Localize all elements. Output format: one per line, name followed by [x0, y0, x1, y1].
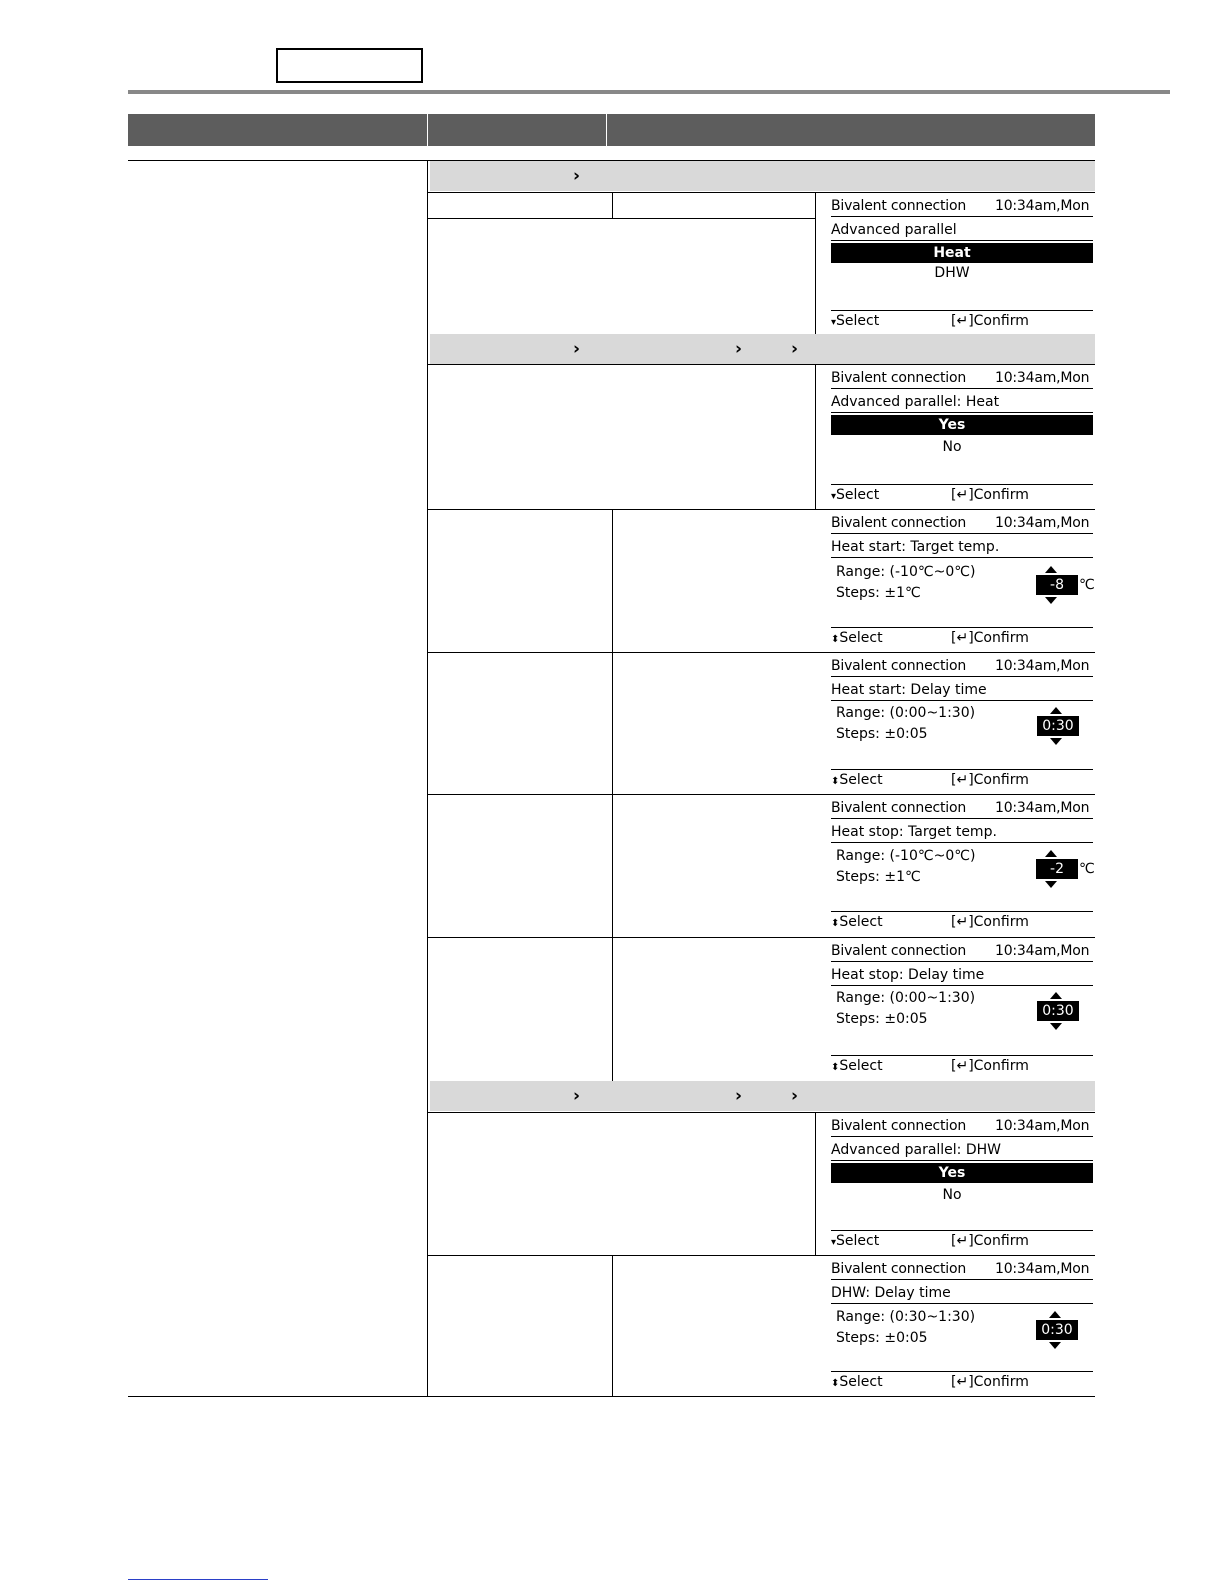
- lcd-screen-heat-stop-delay-time: [815, 938, 1093, 1080]
- enter-key-icon: [↵]: [951, 1233, 974, 1249]
- select-hint: ▾Select: [831, 313, 880, 329]
- down-arrow-icon[interactable]: [1045, 597, 1057, 604]
- lcd-screen-heat-start-target-temp: [815, 510, 1093, 651]
- screen-title: Bivalent connection 10:34am,Mon: [831, 515, 1090, 531]
- confirm-hint: [↵]Confirm: [951, 1233, 1029, 1249]
- down-arrow-icon: ▾: [831, 491, 837, 502]
- down-arrow-icon[interactable]: [1050, 1023, 1062, 1030]
- down-arrow-icon: ▾: [831, 1237, 837, 1248]
- screen-title: Bivalent connection 10:34am,Mon: [831, 370, 1090, 386]
- confirm-hint: [↵]Confirm: [951, 1374, 1029, 1390]
- screen-time: 10:34am,Mon: [995, 658, 1090, 674]
- select-hint: ⬍Select: [831, 1058, 883, 1074]
- screen-title: Bivalent connection 10:34am,Mon: [831, 943, 1090, 959]
- option-no[interactable]: No: [942, 439, 962, 455]
- range-text: Range: (-10℃~0℃): [836, 564, 976, 580]
- divider: [831, 216, 1093, 217]
- down-arrow-icon: ▾: [831, 317, 837, 328]
- value-field[interactable]: 0:30: [1036, 1320, 1078, 1340]
- header-label-box: [276, 48, 423, 83]
- steps-text: Steps: ±1℃: [836, 585, 921, 601]
- divider: [831, 1136, 1093, 1137]
- grid-line: [612, 509, 613, 1081]
- confirm-hint: [↵]Confirm: [951, 487, 1029, 503]
- select-hint: ▾Select: [831, 1233, 880, 1249]
- value-field[interactable]: 0:30: [1037, 716, 1079, 736]
- chevron-right-icon: ›: [573, 339, 581, 359]
- steps-text: Steps: ±0:05: [836, 1330, 928, 1346]
- down-arrow-icon[interactable]: [1049, 1342, 1061, 1349]
- divider: [831, 1279, 1093, 1280]
- screen-subtitle: Heat stop: Target temp.: [831, 824, 997, 840]
- range-text: Range: (0:00~1:30): [836, 990, 976, 1006]
- screen-subtitle: Advanced parallel: Heat: [831, 394, 1000, 410]
- enter-key-icon: [↵]: [951, 914, 974, 930]
- steps-text: Steps: ±0:05: [836, 1011, 928, 1027]
- divider: [831, 388, 1093, 389]
- select-hint: ⬍Select: [831, 914, 883, 930]
- screen-time: 10:34am,Mon: [995, 943, 1090, 959]
- screen-subtitle: Heat start: Delay time: [831, 682, 987, 698]
- divider: [831, 985, 1093, 986]
- steps-text: Steps: ±1℃: [836, 869, 921, 885]
- divider: [831, 769, 1093, 770]
- table-header-col-1: [128, 114, 427, 146]
- up-down-arrow-icon: ⬍: [831, 1378, 840, 1389]
- range-text: Range: (0:30~1:30): [836, 1309, 976, 1325]
- chevron-right-icon: ›: [735, 339, 743, 359]
- confirm-hint: [↵]Confirm: [951, 313, 1029, 329]
- enter-key-icon: [↵]: [951, 487, 974, 503]
- divider: [831, 240, 1093, 241]
- lcd-screen-advanced-parallel-dhw: [815, 1113, 1093, 1254]
- divider: [831, 818, 1093, 819]
- screen-title: Bivalent connection 10:34am,Mon: [831, 1118, 1090, 1134]
- up-arrow-icon[interactable]: [1045, 566, 1057, 573]
- down-arrow-icon[interactable]: [1050, 738, 1062, 745]
- value-field[interactable]: 0:30: [1037, 1001, 1079, 1021]
- divider: [831, 484, 1093, 485]
- confirm-hint: [↵]Confirm: [951, 772, 1029, 788]
- chevron-right-icon: ›: [791, 1086, 799, 1106]
- select-hint: ⬍Select: [831, 772, 883, 788]
- unit-label: ℃: [1079, 861, 1095, 877]
- option-dhw[interactable]: DHW: [934, 265, 970, 281]
- breadcrumb-bar-3: [430, 1081, 1095, 1111]
- chevron-right-icon: ›: [791, 339, 799, 359]
- divider: [831, 700, 1093, 701]
- divider: [831, 310, 1093, 311]
- screen-subtitle: Heat start: Target temp.: [831, 539, 1000, 555]
- breadcrumb-bar-2: [430, 334, 1095, 364]
- value-field[interactable]: -2: [1036, 859, 1078, 879]
- divider: [831, 627, 1093, 628]
- range-text: Range: (-10℃~0℃): [836, 848, 976, 864]
- divider: [831, 676, 1093, 677]
- divider: [831, 842, 1093, 843]
- divider: [831, 557, 1093, 558]
- screen-subtitle: Advanced parallel: [831, 222, 957, 238]
- screen-time: 10:34am,Mon: [995, 800, 1090, 816]
- up-down-arrow-icon: ⬍: [831, 776, 840, 787]
- option-yes-selected[interactable]: Yes: [831, 415, 1093, 435]
- enter-key-icon: [↵]: [951, 1058, 974, 1074]
- up-arrow-icon[interactable]: [1045, 850, 1057, 857]
- screen-subtitle: DHW: Delay time: [831, 1285, 951, 1301]
- divider: [831, 1160, 1093, 1161]
- table-col-divider: [427, 160, 428, 1397]
- steps-text: Steps: ±0:05: [836, 726, 928, 742]
- table-header-col-3: [607, 114, 1095, 146]
- lcd-screen-dhw-delay-time: [815, 1256, 1093, 1395]
- value-field[interactable]: -8: [1036, 575, 1078, 595]
- header-rule: [128, 90, 1170, 94]
- up-down-arrow-icon: ⬍: [831, 1062, 840, 1073]
- divider: [831, 1303, 1093, 1304]
- divider: [831, 1055, 1093, 1056]
- up-down-arrow-icon: ⬍: [831, 634, 840, 645]
- option-yes-selected[interactable]: Yes: [831, 1163, 1093, 1183]
- down-arrow-icon[interactable]: [1045, 881, 1057, 888]
- select-hint: ▾Select: [831, 487, 880, 503]
- lcd-screen-advanced-parallel: [815, 193, 1093, 333]
- lcd-screen-advanced-parallel-heat: [815, 365, 1093, 508]
- up-arrow-icon[interactable]: [1050, 992, 1062, 999]
- select-hint: ⬍Select: [831, 1374, 883, 1390]
- up-arrow-icon[interactable]: [1050, 707, 1062, 714]
- enter-key-icon: [↵]: [951, 772, 974, 788]
- divider: [831, 1371, 1093, 1372]
- screen-time: 10:34am,Mon: [995, 515, 1090, 531]
- up-arrow-icon[interactable]: [1049, 1311, 1061, 1318]
- screen-title: Bivalent connection 10:34am,Mon: [831, 800, 1090, 816]
- enter-key-icon: [↵]: [951, 1374, 974, 1390]
- table-bottom-rule: [128, 1396, 1095, 1397]
- screen-title: Bivalent connection 10:34am,Mon: [831, 658, 1090, 674]
- confirm-hint: [↵]Confirm: [951, 914, 1029, 930]
- confirm-hint: [↵]Confirm: [951, 1058, 1029, 1074]
- divider: [831, 1230, 1093, 1231]
- screen-title: Bivalent connection 10:34am,Mon: [831, 1261, 1090, 1277]
- enter-key-icon: [↵]: [951, 313, 974, 329]
- divider: [831, 533, 1093, 534]
- table-header-col-2: [428, 114, 606, 146]
- screen-time: 10:34am,Mon: [995, 1261, 1090, 1277]
- unit-label: ℃: [1079, 577, 1095, 593]
- chevron-right-icon: ›: [573, 166, 581, 186]
- footer-link-underline[interactable]: [128, 1579, 268, 1580]
- grid-line: [612, 1255, 613, 1396]
- grid-line: [612, 192, 613, 218]
- confirm-hint: [↵]Confirm: [951, 630, 1029, 646]
- enter-key-icon: [↵]: [951, 630, 974, 646]
- chevron-right-icon: ›: [573, 1086, 581, 1106]
- chevron-right-icon: ›: [735, 1086, 743, 1106]
- select-hint: ⬍Select: [831, 630, 883, 646]
- screen-subtitle: Advanced parallel: DHW: [831, 1142, 1002, 1158]
- divider: [831, 961, 1093, 962]
- divider: [831, 911, 1093, 912]
- grid-line: [428, 218, 815, 219]
- lcd-screen-heat-stop-target-temp: [815, 795, 1093, 936]
- screen-time: 10:34am,Mon: [995, 370, 1090, 386]
- option-no[interactable]: No: [942, 1187, 962, 1203]
- range-text: Range: (0:00~1:30): [836, 705, 976, 721]
- screen-subtitle: Heat stop: Delay time: [831, 967, 985, 983]
- screen-time: 10:34am,Mon: [995, 198, 1090, 214]
- screen-title: Bivalent connection 10:34am,Mon: [831, 198, 1090, 214]
- lcd-screen-heat-start-delay-time: [815, 653, 1093, 793]
- divider: [831, 412, 1093, 413]
- screen-time: 10:34am,Mon: [995, 1118, 1090, 1134]
- option-heat-selected[interactable]: Heat: [831, 243, 1093, 263]
- breadcrumb-bar-1: [430, 161, 1095, 191]
- up-down-arrow-icon: ⬍: [831, 918, 840, 929]
